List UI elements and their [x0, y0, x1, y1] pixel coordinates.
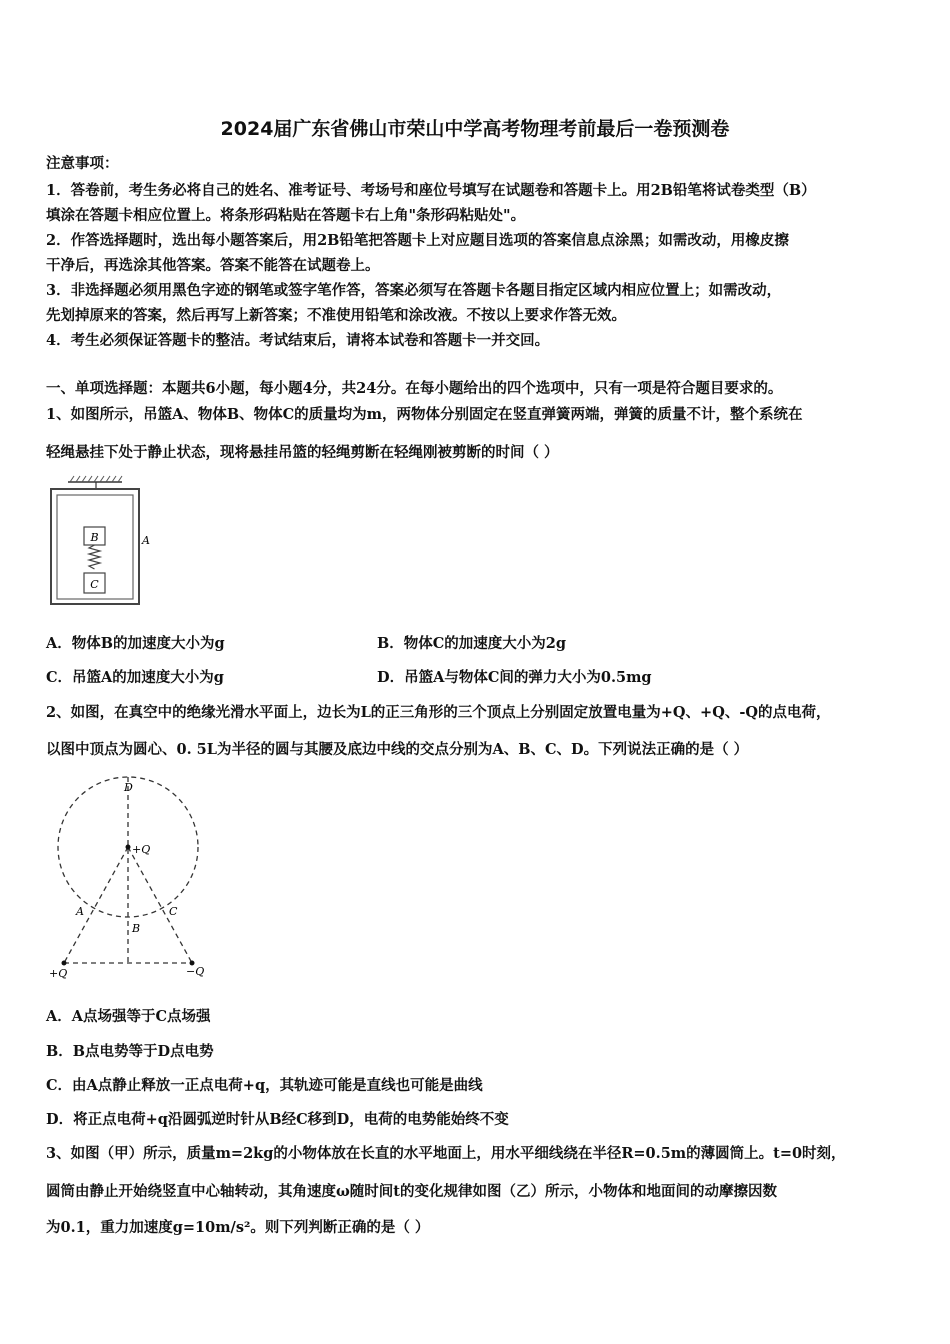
q1-option-c[interactable]: C．吊篮A的加速度大小为g — [46, 669, 224, 686]
label-d: D — [124, 781, 133, 794]
q2-stem: 2、如图，在真空中的绝缘光滑水平面上，边长为L的正三角形的三个顶点上分别固定放置电量为+Q、+Q、-Q的点电荷， — [46, 704, 831, 721]
q1-figure — [46, 475, 166, 610]
notice-line: 2．作答选择题时，选出每小题答案后，用2B铅笔把答题卡上对应题目选项的答案信息点涂黑；如需改动，用橡皮擦 — [46, 232, 789, 249]
section-heading: 一、单项选择题：本题共6小题，每小题4分，共24分。在每小题给出的四个选项中，只有一项是符合题目要求的。 — [46, 380, 783, 397]
q1-option-a[interactable]: A．物体B的加速度大小为g — [46, 635, 225, 652]
label-a: A — [76, 905, 84, 918]
label-top-charge: +Q — [132, 843, 151, 856]
q1-stem: 轻绳悬挂下处于静止状态，现将悬挂吊篮的轻绳剪断在轻绳刚被剪断的时间（ ） — [46, 444, 559, 461]
label-b: B — [132, 922, 141, 935]
label-left-charge: +Q — [49, 967, 68, 980]
q2-option-d[interactable]: D．将正点电荷+q沿圆弧逆时针从B经C移到D，电荷的电势能始终不变 — [46, 1111, 509, 1128]
label-b: B — [90, 531, 99, 544]
page-title: 2024届广东省佛山市荣山中学高考物理考前最后一卷预测卷 — [220, 118, 730, 140]
q2-stem: 以图中顶点为圆心、0. 5L为半径的圆与其腰及底边中线的交点分别为A、B、C、D。下列说法正确的是（ ） — [46, 741, 749, 758]
notice-line: 4．考生必须保证答题卡的整洁。考试结束后，请将本试卷和答题卡一并交回。 — [46, 332, 550, 349]
notice-heading: 注意事项： — [46, 155, 119, 172]
label-a: A — [142, 534, 150, 547]
notice-line: 先划掉原来的答案，然后再写上新答案；不准使用铅笔和涂改液。不按以上要求作答无效。 — [46, 307, 626, 324]
notice-line: 填涂在答题卡相应位置上。将条形码粘贴在答题卡右上角"条形码粘贴处"。 — [46, 207, 526, 224]
q2-option-a[interactable]: A．A点场强等于C点场强 — [46, 1008, 211, 1025]
q1-stem: 1、如图所示，吊篮A、物体B、物体C的质量均为m，两物体分别固定在竖直弹簧两端，弹簧的质量不计，整个系统在 — [46, 406, 803, 423]
notice-line: 1．答卷前，考生务必将自己的姓名、准考证号、考场号和座位号填写在试题卷和答题卡上。用2B铅笔将试卷类型（B） — [46, 182, 816, 199]
q2-option-c[interactable]: C．由A点静止释放一正点电荷+q，其轨迹可能是直线也可能是曲线 — [46, 1077, 483, 1094]
q3-stem: 圆筒由静止开始绕竖直中心轴转动，其角速度ω随时间t的变化规律如图（乙）所示，小物体和地面间的动摩擦因数 — [46, 1183, 777, 1200]
q3-stem: 为0.1，重力加速度g=10m/s²。则下列判断正确的是（ ） — [46, 1219, 430, 1236]
label-c: C — [169, 905, 178, 918]
q3-stem: 3、如图（甲）所示，质量m=2kg的小物体放在长直的水平地面上，用水平细线绕在半径R=0.5m的薄圆筒上。t=0时刻， — [46, 1145, 846, 1162]
notice-line: 干净后，再选涂其他答案。答案不能答在试题卷上。 — [46, 257, 380, 274]
notice-line: 3．非选择题必须用黑色字迹的钢笔或签字笔作答，答案必须写在答题卡各题目指定区域内相应位置上；如需改动， — [46, 282, 782, 299]
label-right-charge: −Q — [186, 965, 205, 978]
label-c: C — [90, 578, 99, 591]
q1-option-b[interactable]: B．物体C的加速度大小为2g — [377, 635, 567, 652]
q2-figure — [46, 775, 221, 985]
q2-option-b[interactable]: B．B点电势等于D点电势 — [46, 1043, 214, 1060]
q1-option-d[interactable]: D．吊篮A与物体C间的弹力大小为0.5mg — [377, 669, 652, 686]
